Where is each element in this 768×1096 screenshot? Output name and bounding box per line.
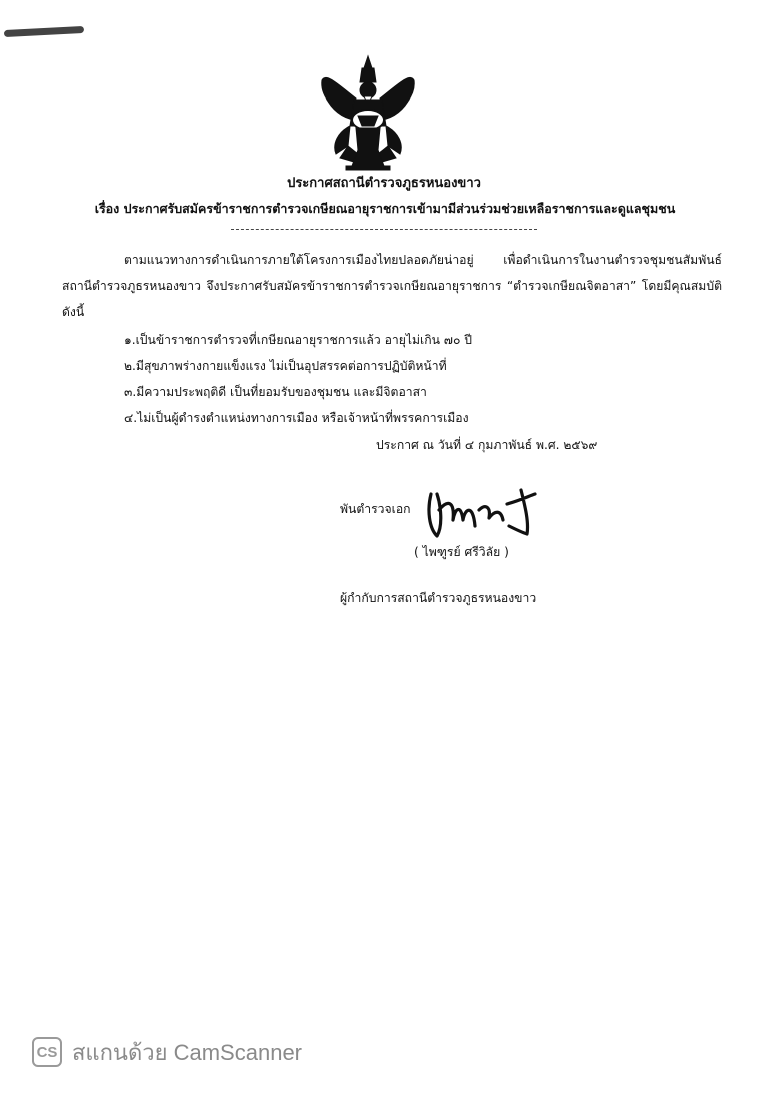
qualification-item-4: ๔.ไม่เป็นผู้ดำรงตำแหน่งทางการเมือง หรือเจ้าหน้าที่พรรคการเมือง <box>124 411 469 425</box>
camscanner-label: สแกนด้วย CamScanner <box>72 1039 303 1065</box>
garuda-emblem-icon <box>318 54 418 172</box>
announcement-date: ประกาศ ณ วันที่ ๔ กุมภาพันธ์ พ.ศ. ๒๕๖๙ <box>376 438 598 452</box>
announcement-heading: ประกาศสถานีตำรวจภูธรหนองขาว <box>287 176 481 191</box>
scan-smudge <box>4 26 84 37</box>
qualification-item-1: ๑.เป็นข้าราชการตำรวจที่เกษียณอายุราชการแล้ว อายุไม่เกิน ๗๐ ปี <box>124 333 473 347</box>
separator-line <box>231 229 537 230</box>
body-paragraph: ตามแนวทางการดำเนินการภายใต้โครงการเมืองไทยปลอดภัยน่าอยู่ เพื่อดำเนินการในงานตำรวจชุมชนสัมพันธ์ สถานีตำรวจภูธรหนองขาว จึงประกาศรับสมัครข้าราชการตำรวจเกษียณอายุราชการ “ตำรวจเกษียณจิตอาสา” โดยมีคุณสมบัติดังนี้ <box>62 253 722 319</box>
camscanner-logo-icon: CS <box>32 1037 62 1067</box>
qualification-item-3: ๓.มีความประพฤติดี เป็นที่ยอมรับของชุมชน และมีจิตอาสา <box>124 385 427 399</box>
signatory-name: ( ไพฑูรย์ ศรีวิลัย ) <box>414 545 509 559</box>
announcement-subject: เรื่อง ประกาศรับสมัครข้าราชการตำรวจเกษียณอายุราชการเข้ามามีส่วนร่วมช่วยเหลือราชการและดูแลชุมชน <box>94 201 676 216</box>
camscanner-watermark <box>32 1036 302 1068</box>
qualification-item-2: ๒.มีสุขภาพร่างกายแข็งแรง ไม่เป็นอุปสรรคต่อการปฏิบัติหน้าที่ <box>124 359 447 373</box>
signatory-rank: พันตำรวจเอก <box>340 502 411 516</box>
handwritten-signature <box>425 470 555 550</box>
signatory-position: ผู้กำกับการสถานีตำรวจภูธรหนองขาว <box>340 591 537 605</box>
